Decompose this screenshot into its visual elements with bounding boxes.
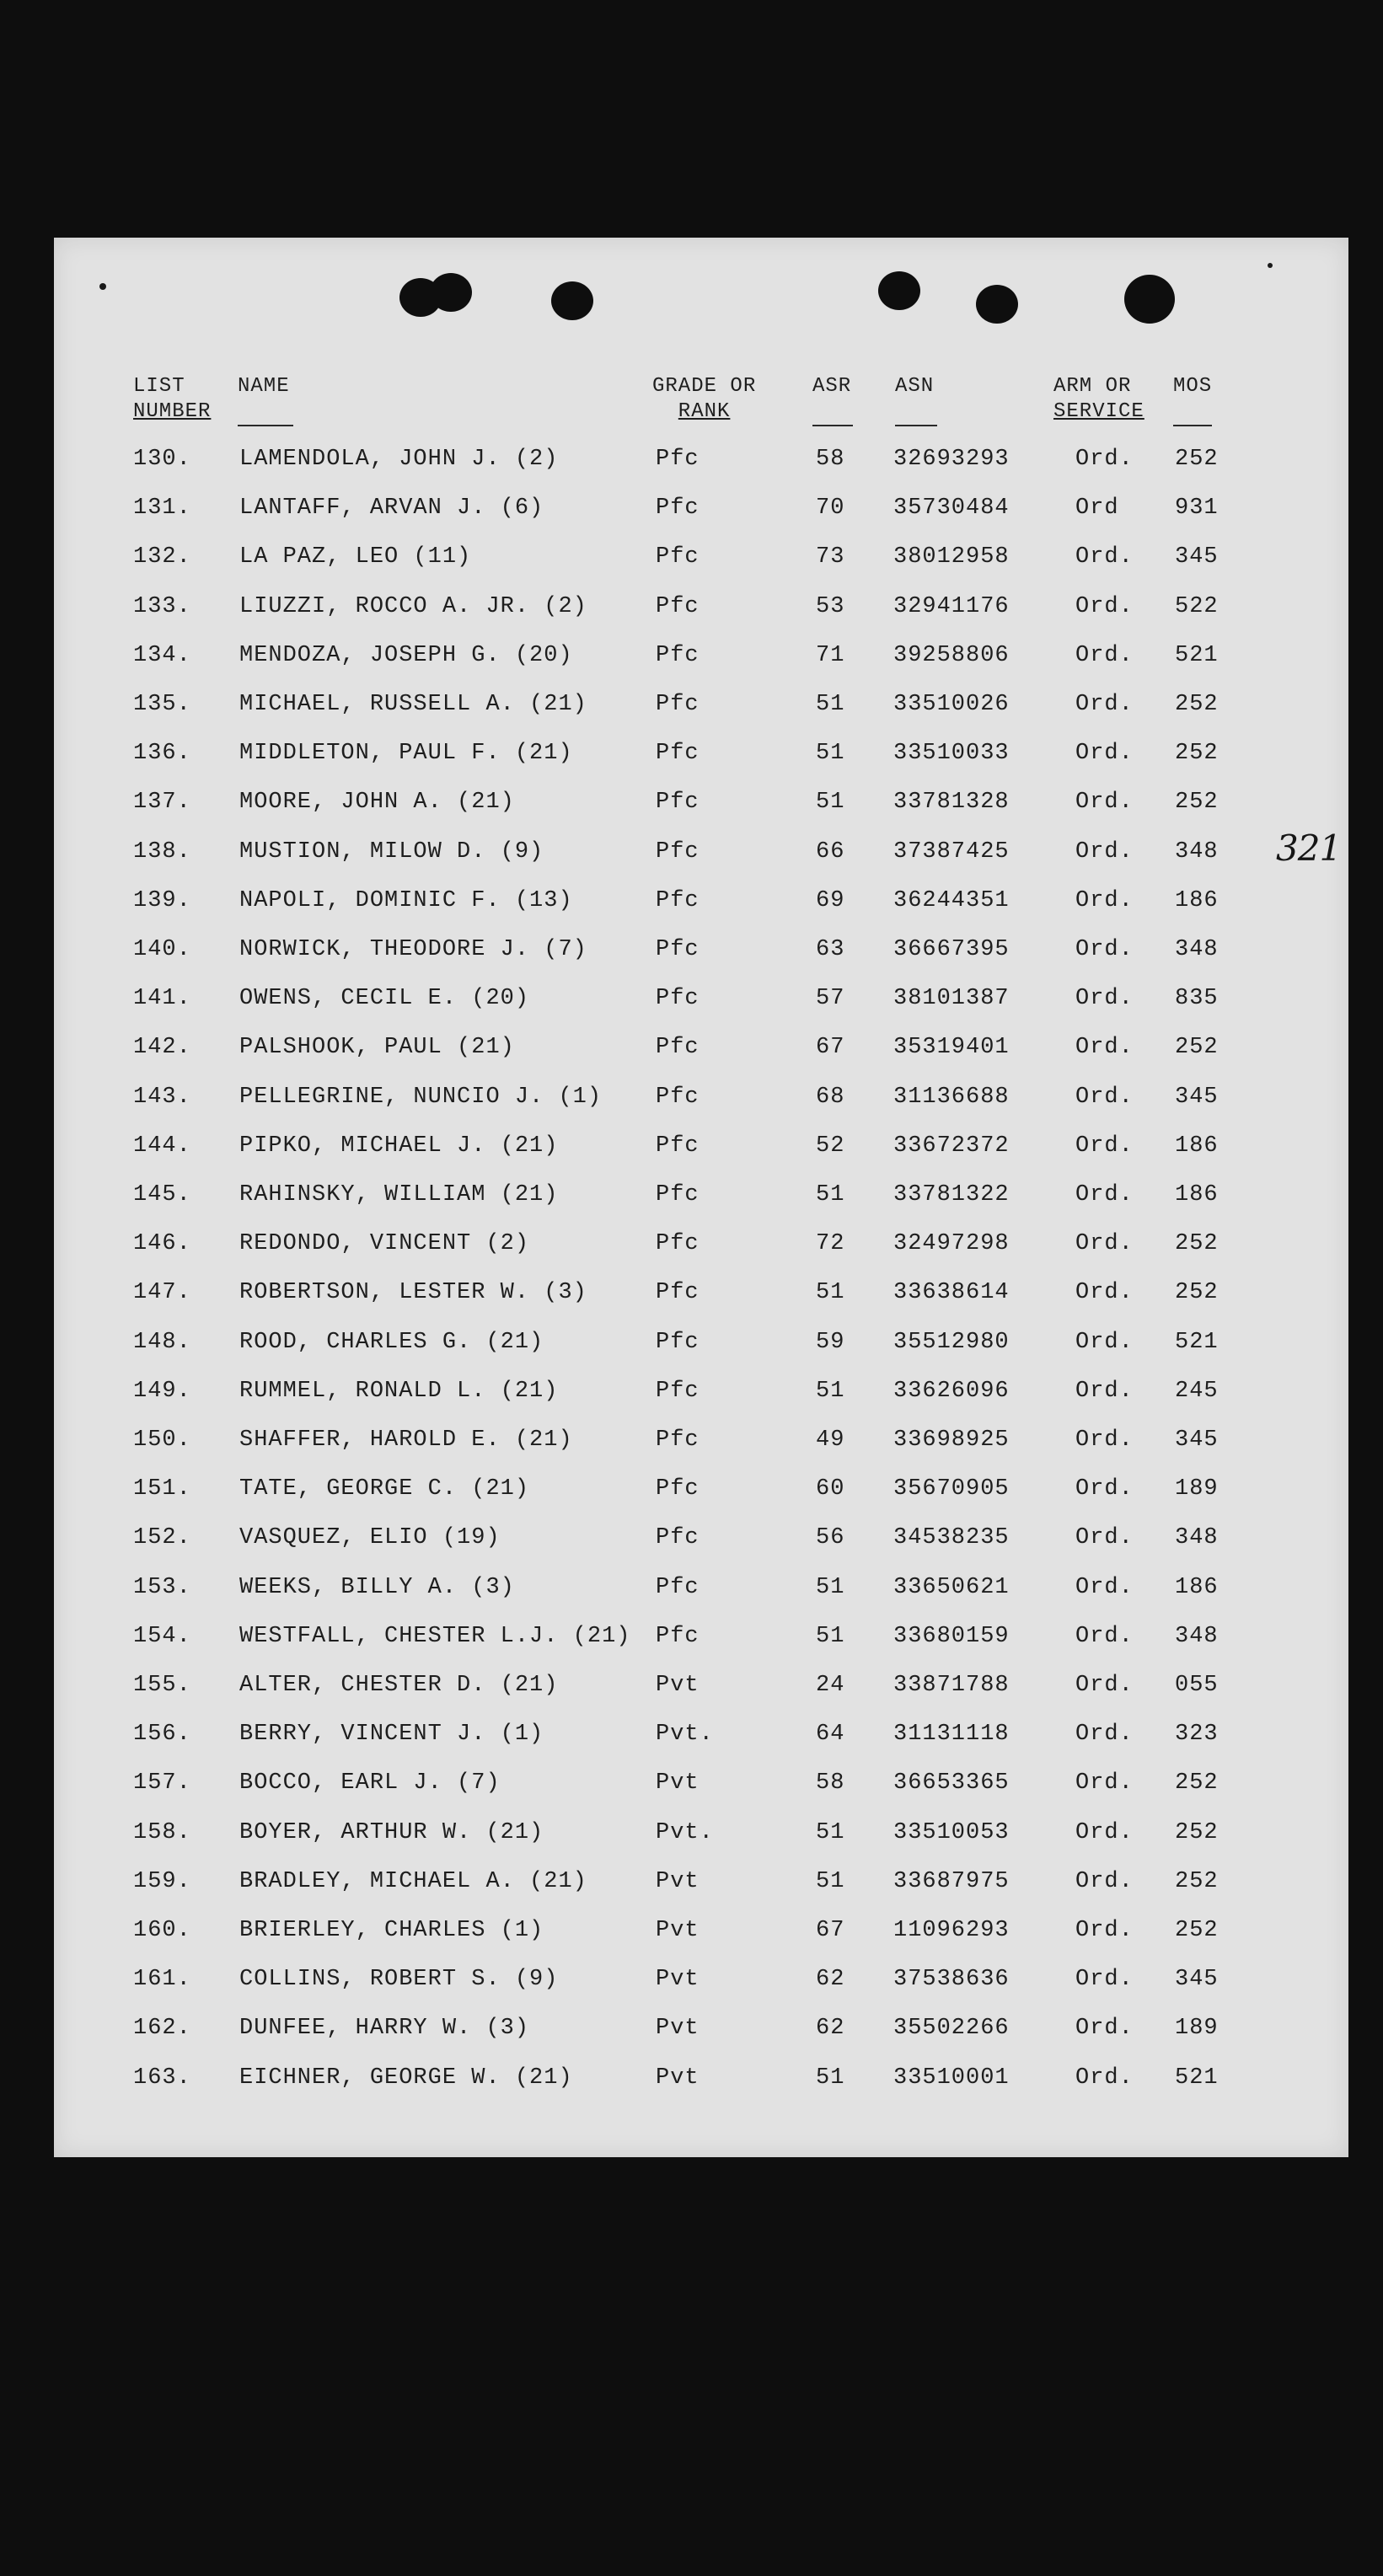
grade-cell: Pvt <box>656 1967 700 1992</box>
asn-cell: 33650621 <box>893 1575 1010 1600</box>
mos-cell: 348 <box>1175 839 1219 865</box>
asn-cell: 32693293 <box>893 447 1010 472</box>
asr-cell: 69 <box>816 888 845 913</box>
name-cell: PALSHOOK, PAUL (21) <box>239 1035 515 1060</box>
list-number-cell: 133. <box>133 594 191 619</box>
list-number-cell: 162. <box>133 2016 191 2041</box>
asr-cell: 51 <box>816 1575 845 1600</box>
arm-service-cell: Ord. <box>1075 1869 1134 1894</box>
mos-cell: 252 <box>1175 1918 1219 1943</box>
asn-cell: 33781322 <box>893 1182 1010 1208</box>
name-cell: PIPKO, MICHAEL J. (21) <box>239 1133 559 1159</box>
asr-cell: 71 <box>816 643 845 668</box>
list-number-cell: 134. <box>133 643 191 668</box>
arm-service-cell: Ord. <box>1075 937 1134 962</box>
arm-service-cell: Ord. <box>1075 1624 1134 1649</box>
grade-cell: Pfc <box>656 643 700 668</box>
asn-cell: 33687975 <box>893 1869 1010 1894</box>
grade-cell: Pvt <box>656 2016 700 2041</box>
name-cell: RUMMEL, RONALD L. (21) <box>239 1379 559 1404</box>
asn-cell: 36244351 <box>893 888 1010 913</box>
arm-service-cell: Ord. <box>1075 741 1134 766</box>
name-cell: LA PAZ, LEO (11) <box>239 544 472 570</box>
list-number-cell: 157. <box>133 1770 191 1796</box>
grade-cell: Pfc <box>656 1133 700 1159</box>
asn-cell: 31131118 <box>893 1722 1010 1747</box>
arm-service-cell: Ord. <box>1075 790 1134 815</box>
arm-service-cell: Ord. <box>1075 1133 1134 1159</box>
arm-service-cell: Ord. <box>1075 594 1134 619</box>
document-page <box>54 238 1348 2157</box>
asr-cell: 63 <box>816 937 845 962</box>
mos-cell: 186 <box>1175 1133 1219 1159</box>
grade-cell: Pfc <box>656 1330 700 1355</box>
asr-cell: 67 <box>816 1918 845 1943</box>
list-number-cell: 132. <box>133 544 191 570</box>
list-number-cell: 142. <box>133 1035 191 1060</box>
header-list-number: LIST NUMBER <box>133 375 212 423</box>
arm-service-cell: Ord. <box>1075 1231 1134 1256</box>
asr-cell: 51 <box>816 1624 845 1649</box>
mos-cell: 252 <box>1175 1280 1219 1305</box>
name-cell: RAHINSKY, WILLIAM (21) <box>239 1182 559 1208</box>
grade-cell: Pfc <box>656 1427 700 1453</box>
asr-cell: 24 <box>816 1673 845 1698</box>
arm-service-cell: Ord. <box>1075 1476 1134 1502</box>
arm-service-cell: Ord. <box>1075 1673 1134 1698</box>
asr-cell: 68 <box>816 1084 845 1110</box>
name-cell: OWENS, CECIL E. (20) <box>239 986 530 1011</box>
grade-cell: Pfc <box>656 839 700 865</box>
name-cell: LAMENDOLA, JOHN J. (2) <box>239 447 559 472</box>
arm-service-cell: Ord. <box>1075 2016 1134 2041</box>
asn-cell: 37387425 <box>893 839 1010 865</box>
header-asr: ASR <box>812 375 852 398</box>
list-number-cell: 145. <box>133 1182 191 1208</box>
mos-cell: 521 <box>1175 1330 1219 1355</box>
mos-cell: 252 <box>1175 1770 1219 1796</box>
asn-cell: 35502266 <box>893 2016 1010 2041</box>
list-number-cell: 140. <box>133 937 191 962</box>
grade-cell: Pfc <box>656 594 700 619</box>
asr-cell: 59 <box>816 1330 845 1355</box>
arm-service-cell: Ord. <box>1075 1770 1134 1796</box>
grade-cell: Pfc <box>656 1084 700 1110</box>
page-number-stamp: 321 <box>1276 827 1342 869</box>
mos-cell: 348 <box>1175 937 1219 962</box>
grade-cell: Pfc <box>656 1280 700 1305</box>
arm-service-cell: Ord. <box>1075 1084 1134 1110</box>
grade-cell: Pfc <box>656 888 700 913</box>
list-number-cell: 147. <box>133 1280 191 1305</box>
arm-service-cell: Ord. <box>1075 839 1134 865</box>
name-cell: MIDDLETON, PAUL F. (21) <box>239 741 573 766</box>
asn-cell: 11096293 <box>893 1918 1010 1943</box>
header-arm-service: ARM OR SERVICE <box>1053 375 1144 423</box>
asn-cell: 35730484 <box>893 495 1010 521</box>
grade-cell: Pvt <box>656 1918 700 1943</box>
list-number-cell: 154. <box>133 1624 191 1649</box>
mos-cell: 348 <box>1175 1525 1219 1550</box>
asn-cell: 38012958 <box>893 544 1010 570</box>
grade-cell: Pfc <box>656 1182 700 1208</box>
arm-service-cell: Ord. <box>1075 1967 1134 1992</box>
asr-cell: 62 <box>816 2016 845 2041</box>
grade-cell: Pfc <box>656 1476 700 1502</box>
list-number-cell: 137. <box>133 790 191 815</box>
arm-service-cell: Ord. <box>1075 1182 1134 1208</box>
grade-cell: Pfc <box>656 790 700 815</box>
name-cell: ALTER, CHESTER D. (21) <box>239 1673 559 1698</box>
grade-cell: Pfc <box>656 495 700 521</box>
asn-cell: 33510001 <box>893 2065 1010 2091</box>
arm-service-cell: Ord. <box>1075 1035 1134 1060</box>
asn-cell: 34538235 <box>893 1525 1010 1550</box>
arm-service-cell: Ord. <box>1075 1280 1134 1305</box>
arm-service-cell: Ord. <box>1075 1575 1134 1600</box>
grade-cell: Pvt <box>656 2065 700 2091</box>
asn-cell: 36653365 <box>893 1770 1010 1796</box>
list-number-cell: 148. <box>133 1330 191 1355</box>
list-number-cell: 156. <box>133 1722 191 1747</box>
mos-cell: 521 <box>1175 2065 1219 2091</box>
name-cell: VASQUEZ, ELIO (19) <box>239 1525 501 1550</box>
asn-cell: 33510053 <box>893 1820 1010 1845</box>
arm-service-cell: Ord. <box>1075 1918 1134 1943</box>
asn-cell: 35319401 <box>893 1035 1010 1060</box>
header-mos: MOS <box>1173 375 1213 398</box>
list-number-cell: 149. <box>133 1379 191 1404</box>
asn-cell: 33638614 <box>893 1280 1010 1305</box>
grade-cell: Pvt <box>656 1770 700 1796</box>
asn-cell: 33781328 <box>893 790 1010 815</box>
asr-cell: 51 <box>816 1280 845 1305</box>
header-name: NAME <box>238 375 290 398</box>
arm-service-cell: Ord. <box>1075 1379 1134 1404</box>
asr-cell: 73 <box>816 544 845 570</box>
list-number-cell: 153. <box>133 1575 191 1600</box>
list-number-cell: 136. <box>133 741 191 766</box>
grade-cell: Pfc <box>656 1231 700 1256</box>
asr-cell: 60 <box>816 1476 845 1502</box>
mos-cell: 522 <box>1175 594 1219 619</box>
mos-cell: 252 <box>1175 692 1219 717</box>
list-number-cell: 146. <box>133 1231 191 1256</box>
asr-cell: 51 <box>816 692 845 717</box>
asr-cell: 72 <box>816 1231 845 1256</box>
mos-cell: 835 <box>1175 986 1219 1011</box>
grade-cell: Pvt. <box>656 1722 714 1747</box>
mos-cell: 345 <box>1175 1084 1219 1110</box>
list-number-cell: 150. <box>133 1427 191 1453</box>
list-number-cell: 155. <box>133 1673 191 1698</box>
mos-cell: 521 <box>1175 643 1219 668</box>
mos-cell: 348 <box>1175 1624 1219 1649</box>
name-cell: NORWICK, THEODORE J. (7) <box>239 937 587 962</box>
asn-cell: 33680159 <box>893 1624 1010 1649</box>
asr-cell: 58 <box>816 447 845 472</box>
asn-cell: 33672372 <box>893 1133 1010 1159</box>
name-cell: ROBERTSON, LESTER W. (3) <box>239 1280 587 1305</box>
arm-service-cell: Ord. <box>1075 692 1134 717</box>
asn-cell: 33510033 <box>893 741 1010 766</box>
asn-cell: 33510026 <box>893 692 1010 717</box>
mos-cell: 189 <box>1175 2016 1219 2041</box>
asr-cell: 56 <box>816 1525 845 1550</box>
mos-cell: 186 <box>1175 1182 1219 1208</box>
grade-cell: Pfc <box>656 544 700 570</box>
list-number-cell: 139. <box>133 888 191 913</box>
asr-cell: 51 <box>816 1182 845 1208</box>
name-cell: BOCCO, EARL J. (7) <box>239 1770 501 1796</box>
arm-service-cell: Ord. <box>1075 1820 1134 1845</box>
asr-cell: 51 <box>816 1869 845 1894</box>
list-number-cell: 161. <box>133 1967 191 1992</box>
name-cell: WESTFALL, CHESTER L.J. (21) <box>239 1624 631 1649</box>
mos-cell: 252 <box>1175 741 1219 766</box>
name-cell: REDONDO, VINCENT (2) <box>239 1231 530 1256</box>
mos-cell: 186 <box>1175 888 1219 913</box>
grade-cell: Pfc <box>656 1035 700 1060</box>
grade-cell: Pvt <box>656 1673 700 1698</box>
asr-cell: 70 <box>816 495 845 521</box>
asr-cell: 51 <box>816 790 845 815</box>
grade-cell: Pfc <box>656 1525 700 1550</box>
header-asn: ASN <box>895 375 935 398</box>
asr-cell: 51 <box>816 1820 845 1845</box>
arm-service-cell: Ord. <box>1075 1427 1134 1453</box>
grade-cell: Pfc <box>656 692 700 717</box>
grade-cell: Pfc <box>656 447 700 472</box>
grade-cell: Pfc <box>656 741 700 766</box>
asn-cell: 33626096 <box>893 1379 1010 1404</box>
mos-cell: 189 <box>1175 1476 1219 1502</box>
list-number-cell: 131. <box>133 495 191 521</box>
arm-service-cell: Ord. <box>1075 544 1134 570</box>
name-cell: BRIERLEY, CHARLES (1) <box>239 1918 544 1943</box>
mos-cell: 345 <box>1175 1427 1219 1453</box>
asn-cell: 38101387 <box>893 986 1010 1011</box>
mos-cell: 345 <box>1175 1967 1219 1992</box>
asn-cell: 32941176 <box>893 594 1010 619</box>
personnel-table <box>54 238 1348 2157</box>
grade-cell: Pfc <box>656 1379 700 1404</box>
asn-cell: 33698925 <box>893 1427 1010 1453</box>
mos-cell: 252 <box>1175 1035 1219 1060</box>
name-cell: TATE, GEORGE C. (21) <box>239 1476 530 1502</box>
asr-cell: 67 <box>816 1035 845 1060</box>
name-cell: BOYER, ARTHUR W. (21) <box>239 1820 544 1845</box>
arm-service-cell: Ord <box>1075 495 1119 521</box>
asn-cell: 31136688 <box>893 1084 1010 1110</box>
name-cell: COLLINS, ROBERT S. (9) <box>239 1967 559 1992</box>
asr-cell: 49 <box>816 1427 845 1453</box>
list-number-cell: 135. <box>133 692 191 717</box>
mos-cell: 931 <box>1175 495 1219 521</box>
asn-cell: 39258806 <box>893 643 1010 668</box>
mos-cell: 186 <box>1175 1575 1219 1600</box>
arm-service-cell: Ord. <box>1075 888 1134 913</box>
asr-cell: 53 <box>816 594 845 619</box>
asr-cell: 52 <box>816 1133 845 1159</box>
asn-cell: 32497298 <box>893 1231 1010 1256</box>
name-cell: SHAFFER, HAROLD E. (21) <box>239 1427 573 1453</box>
name-cell: LANTAFF, ARVAN J. (6) <box>239 495 544 521</box>
asr-cell: 51 <box>816 2065 845 2091</box>
list-number-cell: 130. <box>133 447 191 472</box>
arm-service-cell: Ord. <box>1075 986 1134 1011</box>
grade-cell: Pfc <box>656 986 700 1011</box>
name-cell: ROOD, CHARLES G. (21) <box>239 1330 544 1355</box>
arm-service-cell: Ord. <box>1075 1525 1134 1550</box>
name-cell: NAPOLI, DOMINIC F. (13) <box>239 888 573 913</box>
asr-cell: 57 <box>816 986 845 1011</box>
header-grade: GRADE OR RANK <box>652 375 757 423</box>
list-number-cell: 159. <box>133 1869 191 1894</box>
mos-cell: 252 <box>1175 1869 1219 1894</box>
list-number-cell: 151. <box>133 1476 191 1502</box>
grade-cell: Pfc <box>656 1575 700 1600</box>
name-cell: MUSTION, MILOW D. (9) <box>239 839 544 865</box>
name-cell: MICHAEL, RUSSELL A. (21) <box>239 692 587 717</box>
asr-cell: 58 <box>816 1770 845 1796</box>
asn-cell: 35512980 <box>893 1330 1010 1355</box>
name-cell: BERRY, VINCENT J. (1) <box>239 1722 544 1747</box>
list-number-cell: 152. <box>133 1525 191 1550</box>
arm-service-cell: Ord. <box>1075 1330 1134 1355</box>
name-cell: EICHNER, GEORGE W. (21) <box>239 2065 573 2091</box>
mos-cell: 345 <box>1175 544 1219 570</box>
name-cell: BRADLEY, MICHAEL A. (21) <box>239 1869 587 1894</box>
name-cell: WEEKS, BILLY A. (3) <box>239 1575 515 1600</box>
mos-cell: 252 <box>1175 1231 1219 1256</box>
mos-cell: 245 <box>1175 1379 1219 1404</box>
asn-cell: 37538636 <box>893 1967 1010 1992</box>
asr-cell: 51 <box>816 1379 845 1404</box>
arm-service-cell: Ord. <box>1075 643 1134 668</box>
mos-cell: 055 <box>1175 1673 1219 1698</box>
name-cell: PELLEGRINE, NUNCIO J. (1) <box>239 1084 603 1110</box>
list-number-cell: 160. <box>133 1918 191 1943</box>
name-cell: MOORE, JOHN A. (21) <box>239 790 515 815</box>
list-number-cell: 141. <box>133 986 191 1011</box>
name-cell: DUNFEE, HARRY W. (3) <box>239 2016 530 2041</box>
mos-cell: 252 <box>1175 1820 1219 1845</box>
asr-cell: 62 <box>816 1967 845 1992</box>
list-number-cell: 138. <box>133 839 191 865</box>
list-number-cell: 158. <box>133 1820 191 1845</box>
name-cell: LIUZZI, ROCCO A. JR. (2) <box>239 594 587 619</box>
list-number-cell: 144. <box>133 1133 191 1159</box>
asn-cell: 36667395 <box>893 937 1010 962</box>
asn-cell: 33871788 <box>893 1673 1010 1698</box>
arm-service-cell: Ord. <box>1075 1722 1134 1747</box>
mos-cell: 252 <box>1175 447 1219 472</box>
grade-cell: Pvt <box>656 1869 700 1894</box>
grade-cell: Pfc <box>656 1624 700 1649</box>
grade-cell: Pvt. <box>656 1820 714 1845</box>
grade-cell: Pfc <box>656 937 700 962</box>
list-number-cell: 163. <box>133 2065 191 2091</box>
mos-cell: 252 <box>1175 790 1219 815</box>
asn-cell: 35670905 <box>893 1476 1010 1502</box>
asr-cell: 64 <box>816 1722 845 1747</box>
arm-service-cell: Ord. <box>1075 447 1134 472</box>
asr-cell: 51 <box>816 741 845 766</box>
name-cell: MENDOZA, JOSEPH G. (20) <box>239 643 573 668</box>
mos-cell: 323 <box>1175 1722 1219 1747</box>
list-number-cell: 143. <box>133 1084 191 1110</box>
asr-cell: 66 <box>816 839 845 865</box>
arm-service-cell: Ord. <box>1075 2065 1134 2091</box>
